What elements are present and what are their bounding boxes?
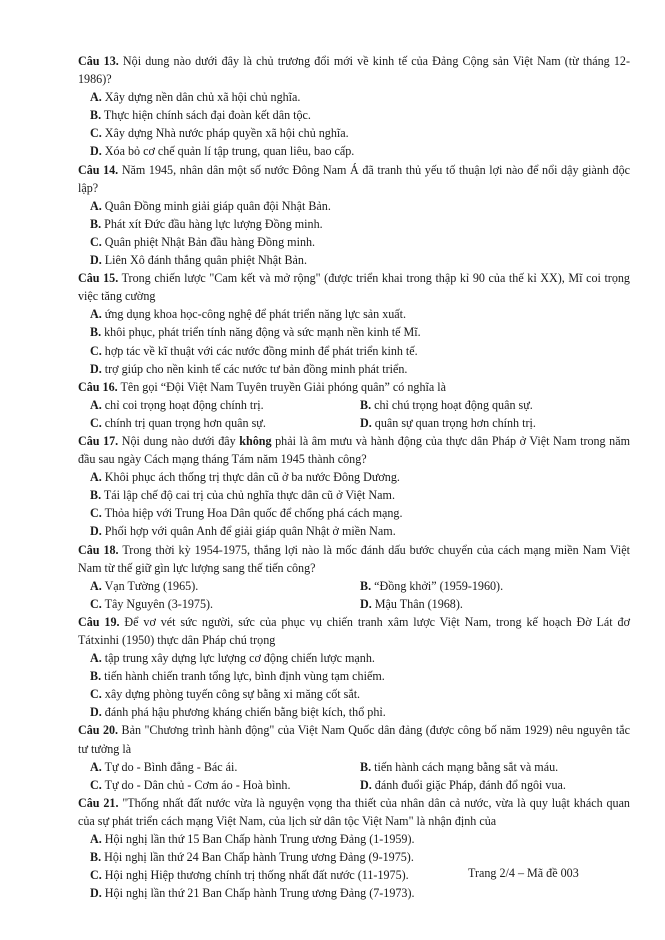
option-a	[78, 305, 630, 323]
option-text: tiến hành chiến tranh tổng lực, bình định vùng tạm chiếm.	[104, 669, 385, 684]
option-b	[78, 486, 630, 504]
option-text: tập trung xây dựng lực lượng cơ động chiến lược mạnh.	[104, 651, 375, 666]
question-21	[78, 794, 630, 903]
option-letter: D.	[90, 524, 102, 539]
option-row	[78, 595, 630, 613]
option-text: Xây dựng Nhà nước pháp quyền xã hội chủ nghĩa.	[104, 126, 349, 141]
question-stem	[78, 378, 630, 396]
option-text: Xây dựng nền dân chủ xã hội chủ nghĩa.	[104, 90, 301, 105]
option-d	[348, 414, 618, 432]
question-text: Năm 1945, nhân dân một số nước Đông Nam Á đã tranh thủ yếu tố thuận lợi nào để nổi dậy giành độc lập?	[78, 162, 631, 195]
option-text: Khôi phục ách thống trị thực dân cũ ở ba nước Đông Dương.	[104, 470, 400, 485]
option-letter: C.	[90, 687, 102, 702]
question-stem	[78, 161, 630, 197]
question-text: Nội dung nào dưới đây	[121, 433, 236, 448]
option-text: quân sự quan trọng hơn chính trị.	[374, 415, 536, 430]
question-text: Trong chiến lược "Cam kết và mở rộng" (được triển khai trong thập kỉ 90 của thế kỉ XX), Mĩ coi trọng việc tăng cường	[78, 271, 630, 304]
option-text: Phối hợp với quân Anh để giải giáp quân Nhật ở miền Nam.	[104, 524, 396, 539]
option-text: xây dựng phòng tuyến công sự bằng xi măng cốt sắt.	[104, 687, 361, 702]
question-stem	[78, 269, 630, 305]
option-letter: B.	[90, 108, 102, 123]
option-letter: A.	[90, 470, 102, 485]
option-letter: A.	[90, 651, 102, 666]
option-letter: B.	[90, 325, 102, 340]
option-text: Quân phiệt Nhật Bản đầu hàng Đồng minh.	[104, 234, 316, 249]
option-text: Tây Nguyên (3-1975).	[104, 596, 214, 611]
option-a	[78, 758, 348, 776]
option-b	[348, 758, 618, 776]
question-14	[78, 161, 630, 270]
option-text: “Đồng khởi” (1959-1960).	[374, 578, 504, 593]
question-text: Nội dung nào dưới đây là chủ trương đổi mới về kinh tế của Đảng Cộng sản Việt Nam (từ tháng 12-1986)?	[78, 54, 630, 87]
option-b	[78, 323, 630, 341]
option-text: Tái lập chế độ cai trị của chủ nghĩa thực dân cũ ở Việt Nam.	[103, 488, 395, 503]
option-text: đánh đuổi giặc Pháp, đánh đổ ngôi vua.	[374, 777, 566, 792]
option-text: Hội nghị Hiệp thương chính trị thống nhất đất nước (11-1975).	[104, 868, 409, 883]
option-letter: D.	[90, 705, 102, 720]
option-c	[78, 685, 630, 703]
question-text: Bản "Chương trình hành động" của Việt Nam Quốc dân đảng (được công bố năm 1929) nêu nguyên tắc tư tưởng là	[78, 723, 631, 756]
option-text: đánh phá hậu phương kháng chiến bằng biệt kích, thổ phỉ.	[104, 705, 386, 720]
option-row	[78, 396, 630, 414]
option-text: chỉ coi trọng hoạt động chính trị.	[104, 397, 264, 412]
option-text: Thực hiện chính sách đại đoàn kết dân tộc.	[103, 108, 311, 123]
option-text: chính trị quan trọng hơn quân sự.	[104, 415, 266, 430]
option-b	[78, 106, 630, 124]
option-letter: D.	[360, 415, 372, 430]
option-letter: D.	[360, 596, 372, 611]
option-c	[78, 342, 630, 360]
option-d	[78, 703, 630, 721]
question-number: Câu 20.	[78, 723, 119, 738]
option-text: Liên Xô đánh thắng quân phiệt Nhật Bản.	[104, 253, 307, 268]
option-c	[78, 595, 348, 613]
option-letter: A.	[90, 397, 102, 412]
option-letter: B.	[90, 850, 102, 865]
option-row	[78, 577, 630, 595]
question-number: Câu 19.	[78, 614, 120, 629]
option-letter: C.	[90, 415, 102, 430]
option-d	[348, 595, 618, 613]
question-19	[78, 613, 630, 722]
option-letter: C.	[90, 234, 102, 249]
option-letter: B.	[90, 488, 102, 503]
option-a	[78, 396, 348, 414]
option-letter: C.	[90, 868, 102, 883]
question-number: Câu 16.	[78, 379, 118, 394]
option-text: Tự do - Dân chủ - Cơm áo - Hoà bình.	[104, 777, 291, 792]
option-letter: D.	[90, 144, 102, 159]
option-row	[78, 414, 630, 432]
option-letter: C.	[90, 777, 102, 792]
option-a	[78, 88, 630, 106]
option-b	[348, 396, 618, 414]
question-text: phải là âm mưu và hành động của thực dân Pháp ở Việt Nam trong năm đầu sau ngày Cách mạng tháng Tám năm 1945 thành công?	[78, 433, 630, 467]
option-text: Hội nghị lần thứ 21 Ban Chấp hành Trung ương Đảng (7-1973).	[104, 886, 415, 901]
option-letter: D.	[90, 886, 102, 901]
option-c	[78, 776, 348, 794]
question-stem	[78, 52, 630, 88]
option-d	[78, 360, 630, 378]
option-text: Mậu Thân (1968).	[374, 596, 463, 611]
question-text: Trong thời kỳ 1954-1975, thắng lợi nào là mốc đánh dấu bước chuyển của cách mạng miền Nam Việt Nam từ thế giữ gìn lực lượng sang thế tiến công?	[78, 542, 631, 575]
option-letter: A.	[90, 759, 102, 774]
option-a	[78, 830, 630, 848]
option-letter: D.	[360, 777, 372, 792]
option-text: hợp tác về kĩ thuật với các nước đồng minh để phát triển kinh tế.	[104, 343, 418, 358]
option-text: ứng dụng khoa học-công nghệ để phát triển năng lực sản xuất.	[104, 307, 407, 322]
option-a	[78, 468, 630, 486]
question-18	[78, 541, 630, 613]
option-a	[78, 577, 348, 595]
question-text: Tên gọi “Đội Việt Nam Tuyên truyền Giải phóng quân” có nghĩa là	[120, 379, 446, 394]
option-c	[78, 124, 630, 142]
option-text: Hội nghị lần thứ 15 Ban Chấp hành Trung ương Đảng (1-1959).	[104, 832, 415, 847]
option-d	[78, 142, 630, 160]
option-text: Tự do - Bình đẳng - Bác ái.	[104, 759, 238, 774]
option-letter: A.	[90, 307, 102, 322]
option-b	[348, 577, 618, 595]
question-stem	[78, 794, 630, 830]
option-text: Thỏa hiệp với Trung Hoa Dân quốc để chống phá cách mạng.	[104, 506, 403, 521]
question-20	[78, 721, 630, 793]
question-stem	[78, 541, 630, 577]
option-letter: C.	[90, 126, 102, 141]
option-row	[78, 758, 630, 776]
option-letter: B.	[360, 397, 372, 412]
question-16	[78, 378, 630, 432]
option-d	[78, 884, 630, 902]
option-c	[78, 233, 630, 251]
question-text: "Thống nhất đất nước vừa là nguyện vọng tha thiết của nhân dân cả nước, vừa là quy luật khách quan của sự phát triển cách mạng Việt Nam, của lịch sử dân tộc Việt Nam" là nhận định của	[78, 795, 630, 828]
option-b	[78, 215, 630, 233]
option-text: tiến hành cách mạng bằng sắt và máu.	[374, 759, 559, 774]
exam-page	[78, 52, 630, 902]
question-15	[78, 269, 630, 378]
question-stem	[78, 432, 630, 468]
question-keyword: không	[239, 433, 272, 448]
question-number: Câu 18.	[78, 542, 119, 557]
option-letter: A.	[90, 198, 102, 213]
question-stem	[78, 613, 630, 649]
option-letter: C.	[90, 343, 102, 358]
option-a	[78, 649, 630, 667]
option-c	[78, 414, 348, 432]
question-13	[78, 52, 630, 161]
option-letter: A.	[90, 578, 102, 593]
option-d	[78, 522, 630, 540]
option-text: trợ giúp cho nền kinh tế các nước tư bản đồng minh phát triển.	[104, 361, 408, 376]
question-number: Câu 13.	[78, 54, 119, 68]
option-letter: C.	[90, 596, 102, 611]
option-d	[78, 251, 630, 269]
page-footer: Trang 2/4 – Mã đề 003	[468, 866, 579, 880]
option-letter: D.	[90, 361, 102, 376]
question-text: Để vơ vét sức người, sức của phục vụ chiến tranh xâm lược Việt Nam, trong kế hoạch Đờ Lát đơ Tátxinhi (1950) thực dân Pháp chú trọng	[78, 614, 630, 647]
option-letter: A.	[90, 832, 102, 847]
option-letter: B.	[90, 669, 102, 684]
question-number: Câu 21.	[78, 795, 119, 810]
question-number: Câu 17.	[78, 433, 119, 448]
option-row	[78, 776, 630, 794]
option-a	[78, 197, 630, 215]
option-letter: B.	[360, 759, 372, 774]
option-text: Quân Đồng minh giải giáp quân đội Nhật Bản.	[104, 198, 331, 213]
option-text: chỉ chú trọng hoạt động quân sự.	[374, 397, 533, 412]
option-text: Hội nghị lần thứ 24 Ban Chấp hành Trung ương Đảng (9-1975).	[104, 850, 414, 865]
option-c	[78, 504, 630, 522]
option-text: khôi phục, phát triển tính năng động và sức mạnh nền kinh tế Mĩ.	[104, 325, 421, 340]
option-text: Phát xít Đức đầu hàng lực lượng Đồng minh.	[104, 216, 323, 231]
option-b	[78, 667, 630, 685]
question-17	[78, 432, 630, 541]
option-letter: B.	[90, 216, 102, 231]
option-b	[78, 848, 630, 866]
question-number: Câu 14.	[78, 162, 119, 177]
option-letter: B.	[360, 578, 372, 593]
option-letter: C.	[90, 506, 102, 521]
option-letter: D.	[90, 253, 102, 268]
question-number: Câu 15.	[78, 271, 119, 286]
option-text: Vạn Tường (1965).	[104, 578, 199, 593]
question-stem	[78, 721, 630, 757]
option-d	[348, 776, 618, 794]
option-text: Xóa bỏ cơ chế quản lí tập trung, quan liêu, bao cấp.	[104, 144, 355, 159]
option-letter: A.	[90, 90, 102, 105]
